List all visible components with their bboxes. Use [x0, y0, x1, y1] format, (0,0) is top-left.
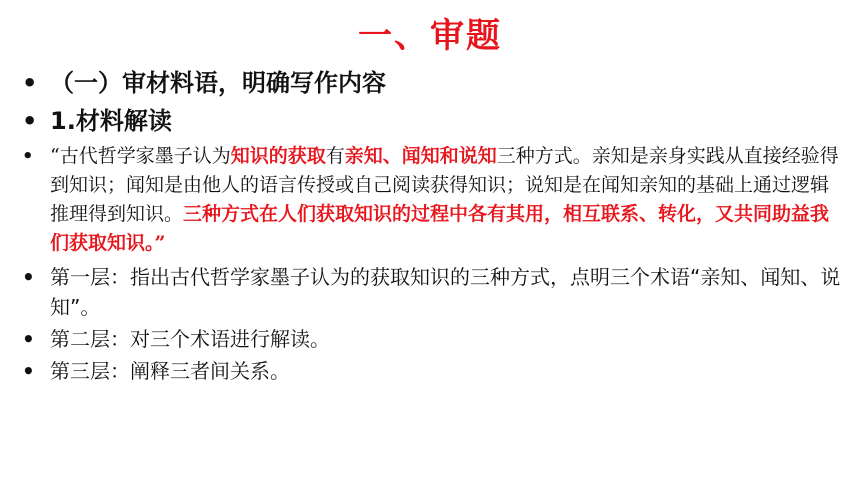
quote-highlight-2: 亲知、闻知和说知	[344, 145, 497, 167]
heading-2-text: 1.材料解读	[50, 107, 172, 135]
layer-3-text: 第三层：阐释三者间关系。	[50, 359, 290, 383]
heading-1-text: （一）审材料语，明确写作内容	[50, 69, 386, 97]
bullet-icon: •	[22, 146, 34, 167]
slide-title: 一、审题	[358, 16, 502, 56]
layer-1-text: 第一层：指出古代哲学家墨子认为的获取知识的三种方式，点明三个术语“亲知、闻知、说知”。	[50, 265, 841, 319]
quote-text-1: “古代哲学家墨子认为	[50, 145, 231, 167]
list-item-layer-2	[22, 324, 842, 354]
bullet-icon: •	[22, 265, 35, 289]
bullet-icon: •	[22, 69, 38, 97]
quote-highlight-3: 三种方式在人们获取知识的过程中各有其用，相互联系、转化，又共同助益我们获取知识。”	[50, 203, 830, 254]
bullet-icon: •	[22, 107, 38, 135]
list-item-quote	[22, 142, 842, 258]
list-item-layer-1	[22, 262, 842, 322]
list-item-heading-1	[22, 66, 842, 100]
bullet-icon: •	[22, 327, 35, 351]
bullet-icon: •	[22, 359, 35, 383]
quote-text-3: 三种方式。亲知是亲身实践从直接经验得到知识；闻知是由他人的语言传授或自己阅读获得知识；说知是在闻知亲知的基础上通过逻辑推理得到知识。	[50, 145, 839, 225]
list-item-layer-3	[22, 356, 842, 386]
quote-text-2: 有	[325, 145, 345, 167]
bullet-list	[22, 66, 842, 388]
layer-2-text: 第二层：对三个术语进行解读。	[50, 327, 330, 351]
quote-highlight-1: 知识的获取	[230, 145, 326, 167]
list-item-heading-2	[22, 104, 842, 138]
